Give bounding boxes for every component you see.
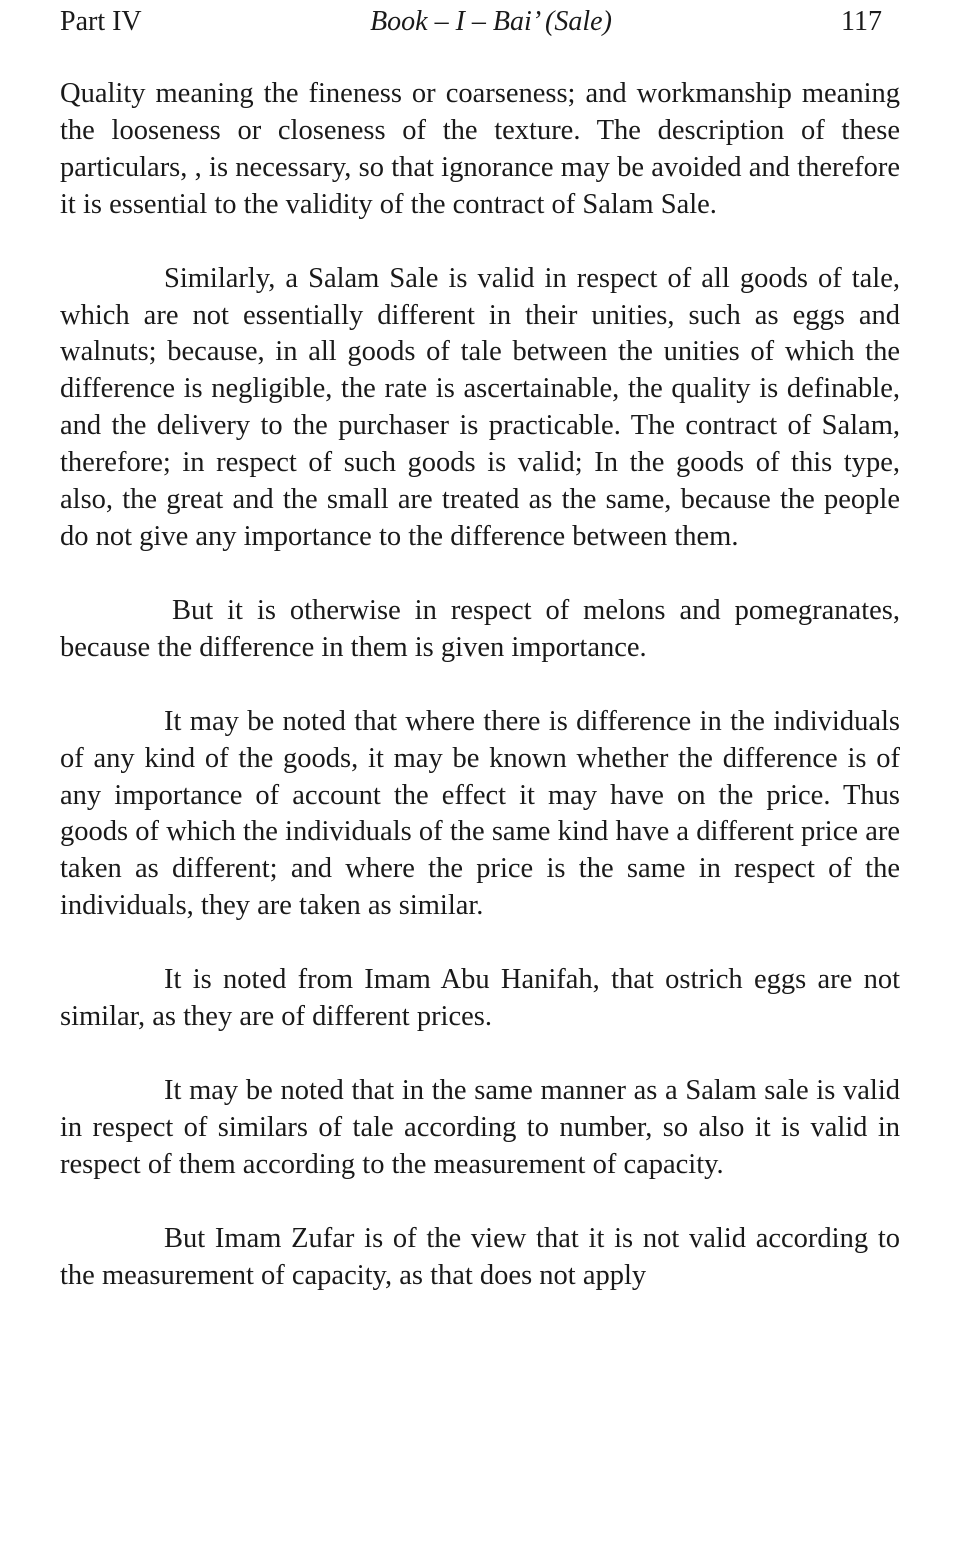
paragraph-6: It may be noted that in the same manner as a Salam sale is valid in respect of similars of tale according to number, so also it is valid in respect of them according to the measurement of capacity.	[60, 1074, 900, 1180]
header-part: Part IV	[60, 6, 142, 37]
body-text	[60, 76, 900, 1331]
paragraph-7: But Imam Zufar is of the view that it is not valid according to the measurement of capacity, as that does not apply	[60, 1222, 900, 1291]
paragraph-3: But it is otherwise in respect of melons and pomegranates, because the difference in them is given importance.	[60, 594, 900, 663]
paragraph-5: It is noted from Imam Abu Hanifah, that ostrich eggs are not similar, as they are of different prices.	[60, 964, 900, 1033]
paragraph-4: It may be noted that where there is difference in the individuals of any kind of the goods, it may be known whether the difference is of any importance of account the effect it may have on the price. Thus goods of which the individuals of the same kind have a different price are taken as different; and where the price is the same in respect of the individuals, they are taken as similar.	[60, 705, 900, 922]
page-number: 117	[841, 6, 882, 37]
paragraph-2: Similarly, a Salam Sale is valid in respect of all goods of tale, which are not essentially different in their unities, such as eggs and walnuts; because, in all goods of tale between the unities of which the difference is negligible, the rate is ascertainable, the quality is definable, and the delivery to the purchaser is practicable. The contract of Salam, therefore; in respect of such goods is valid; In the goods of this type, also, the great and the small are treated as the same, because the people do not give any importance to the difference between them.	[60, 262, 900, 552]
header-book-title: Book – I – Bai’ (Sale)	[370, 6, 612, 37]
running-header	[60, 4, 882, 40]
paragraph-1: Quality meaning the fineness or coarseness; and workmanship meaning the looseness or closeness of the texture. The description of these particulars, , is necessary, so that ignorance may be avoided and therefore it is essential to the validity of the contract of Salam Sale.	[60, 78, 900, 220]
